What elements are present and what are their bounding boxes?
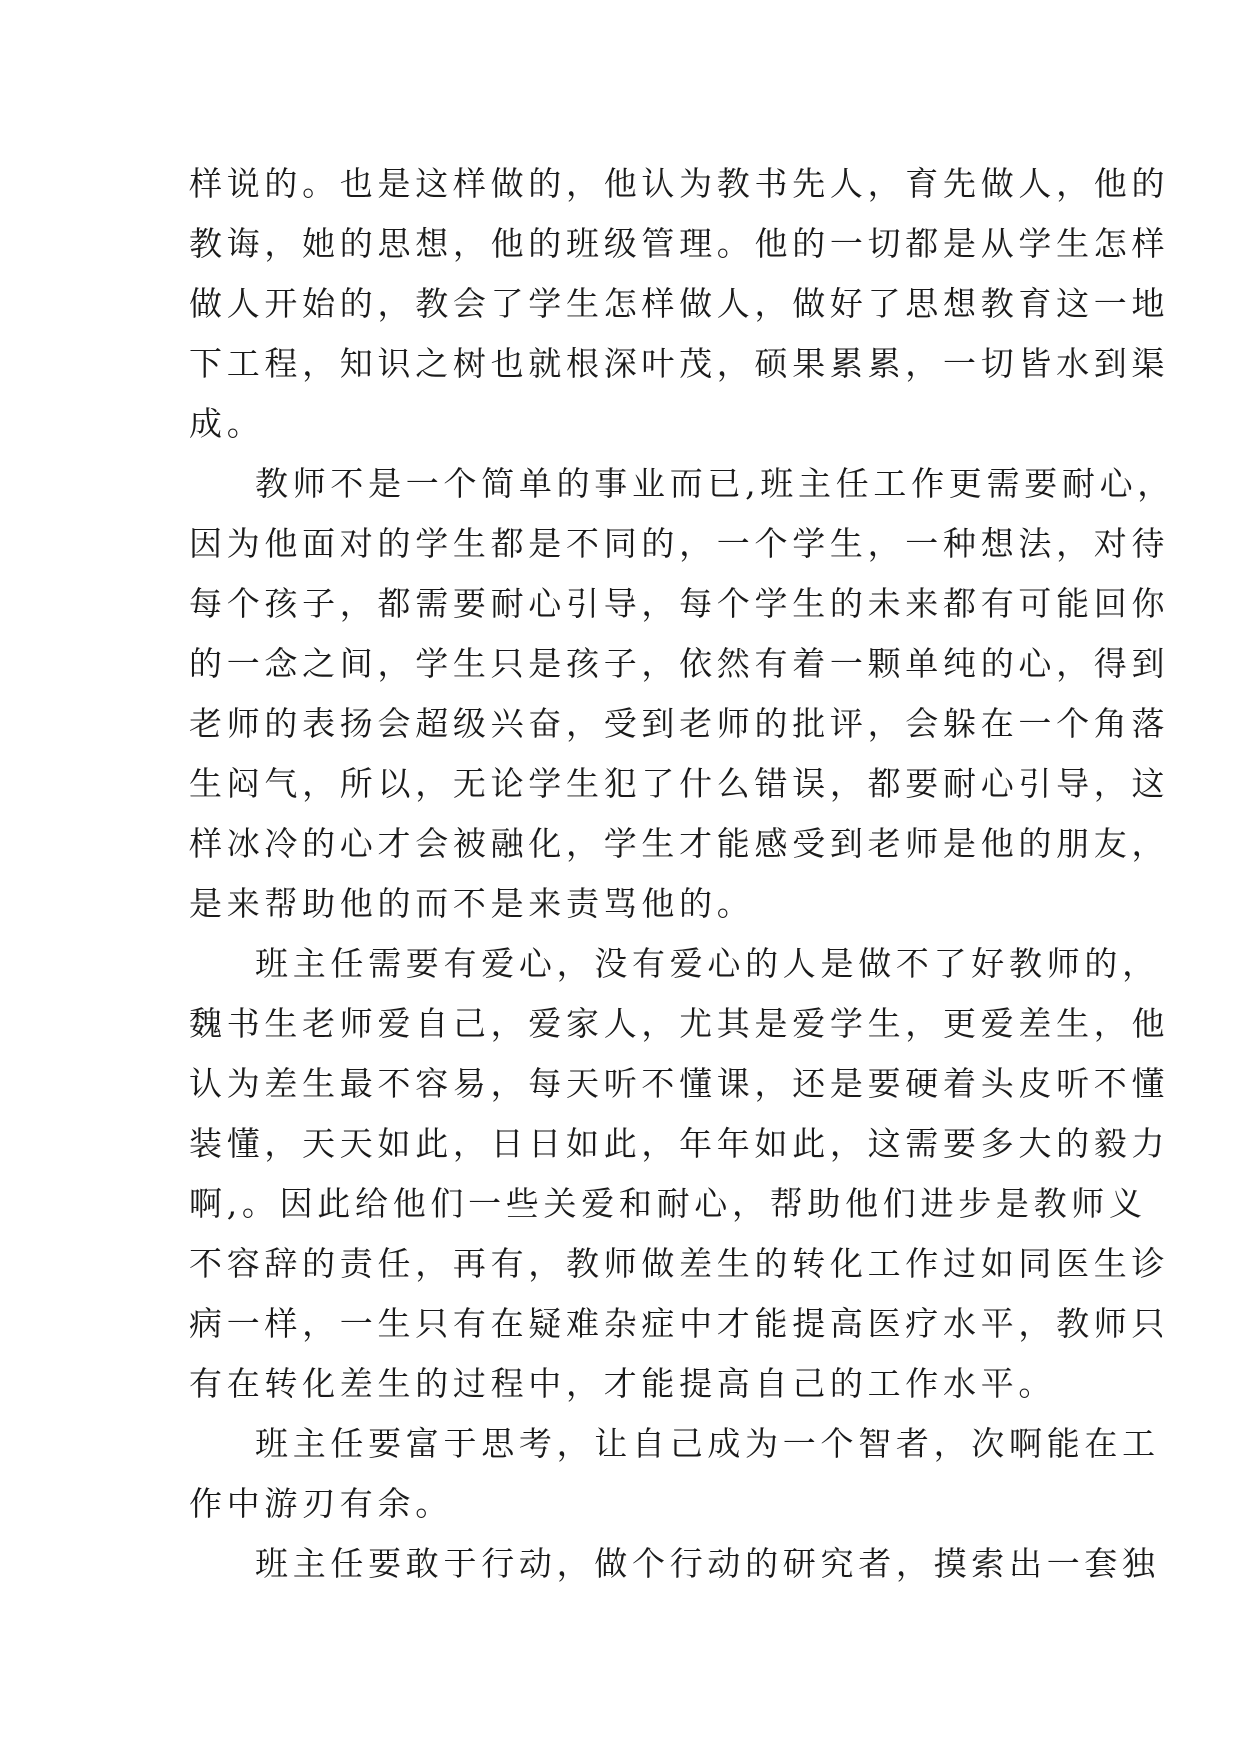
text-line: 生闷气，所以，无论学生犯了什么错误，都要耐心引导，这 (189, 764, 1170, 803)
text-line: 啊,。因此给他们一些关爱和耐心，帮助他们进步是教师义 (189, 1184, 1147, 1223)
text-line: 样说的。也是这样做的，他认为教书先人，育先做人，他的 (189, 164, 1170, 203)
text-line: 魏书生老师爱自己，爱家人，尤其是爱学生，更爱差生，他 (189, 1004, 1170, 1043)
body-text (189, 154, 1175, 1594)
text-line: 教诲，她的思想，他的班级管理。他的一切都是从学生怎样 (189, 224, 1170, 263)
text-line: 下工程，知识之树也就根深叶茂，硕果累累，一切皆水到渠 (189, 344, 1170, 383)
text-line: 认为差生最不容易，每天听不懂课，还是要硬着头皮听不懂 (189, 1064, 1170, 1103)
text-line: 样冰冷的心才会被融化，学生才能感受到老师是他的朋友， (189, 824, 1170, 863)
paragraph-first-line: 教师不是一个简单的事业而已,班主任工作更需要耐心， (255, 464, 1175, 503)
text-line: 老师的表扬会超级兴奋，受到老师的批评，会躲在一个角落 (189, 704, 1170, 743)
text-line: 因为他面对的学生都是不同的，一个学生，一种想法，对待 (189, 524, 1170, 563)
paragraph-first-line: 班主任要敢于行动，做个行动的研究者，摸索出一套独 (255, 1544, 1160, 1583)
text-line: 作中游刃有余。 (189, 1484, 453, 1523)
text-line: 每个孩子，都需要耐心引导，每个学生的未来都有可能回你 (189, 584, 1170, 623)
text-line: 装懂，天天如此，日日如此，年年如此，这需要多大的毅力 (189, 1124, 1170, 1163)
text-line: 是来帮助他的而不是来责骂他的。 (189, 884, 755, 923)
text-line: 成。 (189, 404, 265, 443)
text-line: 的一念之间，学生只是孩子，依然有着一颗单纯的心，得到 (189, 644, 1170, 683)
text-line: 有在转化差生的过程中，才能提高自己的工作水平。 (189, 1364, 1057, 1403)
text-line: 不容辞的责任，再有，教师做差生的转化工作过如同医生诊 (189, 1244, 1170, 1283)
paragraph-first-line: 班主任需要有爱心，没有爱心的人是做不了好教师的， (255, 944, 1160, 983)
text-line: 做人开始的，教会了学生怎样做人，做好了思想教育这一地 (189, 284, 1170, 323)
paragraph-first-line: 班主任要富于思考，让自己成为一个智者，次啊能在工 (255, 1424, 1160, 1463)
text-line: 病一样，一生只有在疑难杂症中才能提高医疗水平，教师只 (189, 1304, 1170, 1343)
